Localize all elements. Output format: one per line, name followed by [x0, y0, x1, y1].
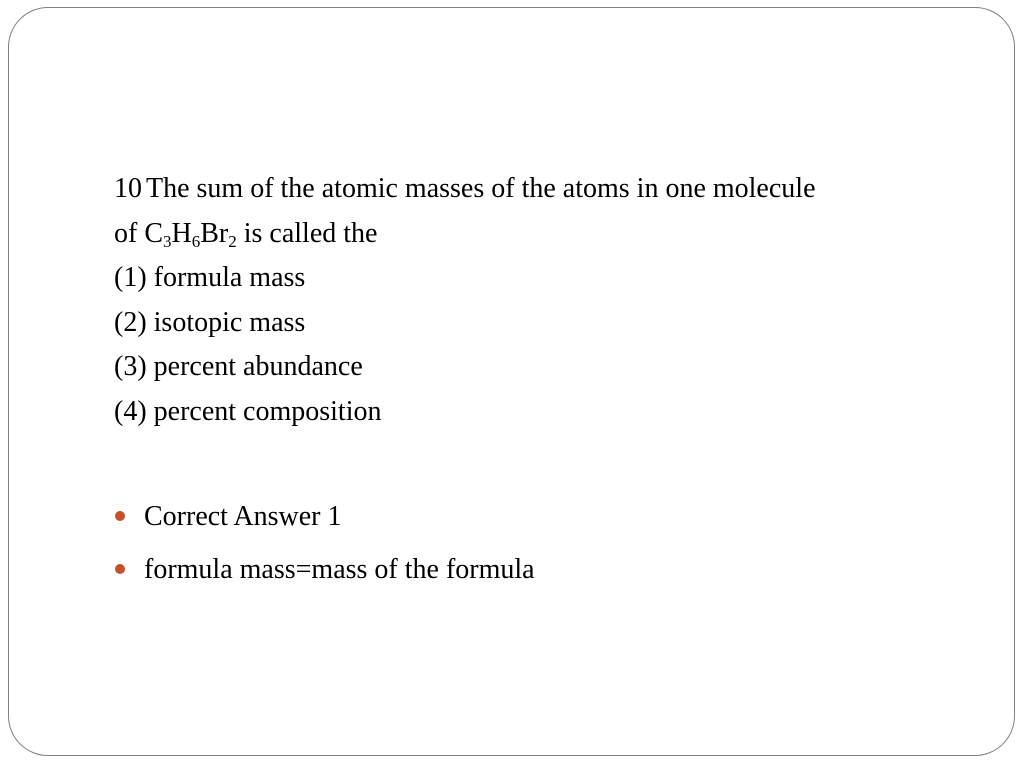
question-number: 10 — [114, 173, 142, 204]
question-stem-suffix: is called the — [236, 217, 378, 249]
hydrogen-subscript: 6 — [191, 231, 201, 251]
question-stem-prefix: of C — [114, 217, 163, 249]
option-2: (2) isotopic mass — [114, 306, 306, 338]
bromine-symbol: Br — [200, 217, 229, 249]
bullet-dot-icon — [115, 511, 125, 521]
question-stem: The sum of the atomic masses of the atoms in one molecule — [146, 173, 816, 204]
answer-list — [114, 495, 974, 601]
option-1: (1) formula mass — [114, 262, 306, 293]
answer-item — [114, 495, 974, 539]
option-4: (4) percent composition — [114, 395, 382, 427]
option-3: (3) percent abundance — [114, 351, 363, 382]
hydrogen-symbol: H — [171, 217, 192, 249]
explanation-text: formula mass=mass of the formula — [144, 554, 535, 585]
answer-item — [114, 548, 974, 592]
carbon-subscript: 3 — [163, 231, 172, 251]
question-line-2 — [114, 212, 974, 257]
bromine-subscript: 2 — [228, 231, 237, 251]
question-block — [114, 167, 974, 434]
correct-answer-text: Correct Answer 1 — [144, 501, 342, 532]
bullet-dot-icon — [115, 564, 125, 574]
question-line-1 — [114, 167, 974, 212]
